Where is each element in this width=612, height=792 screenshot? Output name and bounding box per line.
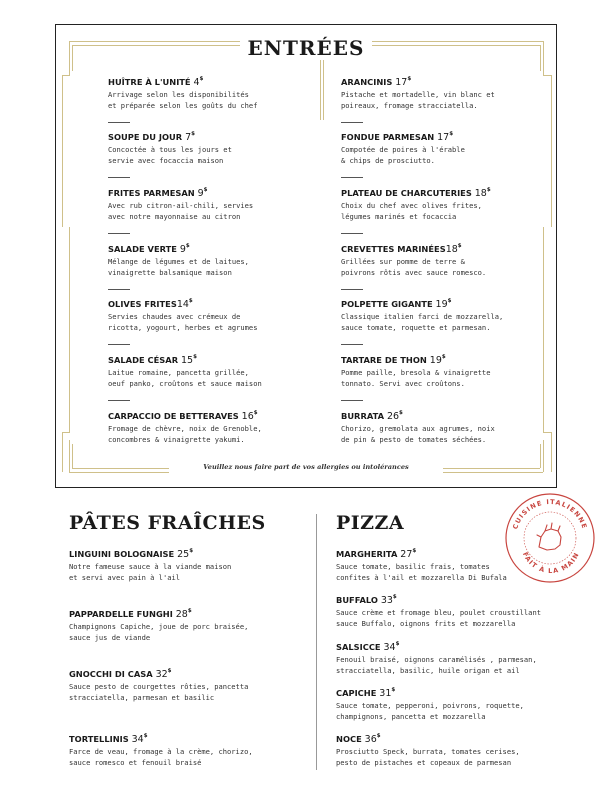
- item-divider: [341, 344, 363, 345]
- pizza-title: PIZZA: [336, 512, 405, 534]
- item-name: PAPPARDELLE FUNGHI: [69, 609, 173, 619]
- item-price: 34: [383, 642, 396, 653]
- item-description: Fromage de chèvre, noix de Grenoble, concombres & vinaigrette yakumi.: [108, 424, 262, 445]
- menu-item: SALADE VERTE 9$ Mélange de légumes et de laitues, vinaigrette balsamique maison: [108, 244, 249, 290]
- item-description: Concoctée à tous les jours et servie avec focaccia maison: [108, 145, 232, 166]
- item-name: FONDUE PARMESAN: [341, 132, 435, 142]
- item-description: Champignons Capiche, joue de porc braisée, sauce jus de viande: [69, 622, 249, 643]
- menu-item: CAPICHE 31$ Sauce tomate, pepperoni, poivrons, roquette, champignons, pancetta et mozzarella: [336, 687, 524, 722]
- menu-item: BURRATA 26$ Chorizo, gremolata aux agrumes, noix de pin & pesto de tomates séchées.: [341, 410, 495, 445]
- item-description: Choix du chef avec olives frites, légumes marinés et focaccia: [341, 201, 482, 222]
- item-price: 16: [241, 411, 254, 422]
- hand-icon: [537, 523, 561, 550]
- item-description: Sauce crème et fromage bleu, poulet croustillant sauce Buffalo, oignons frits et mozzarella: [336, 608, 541, 629]
- item-name: PLATEAU DE CHARCUTERIES: [341, 188, 472, 198]
- menu-item: BUFFALO 33$ Sauce crème et fromage bleu, poulet croustillant sauce Buffalo, oignons frits et mozzarella: [336, 594, 541, 629]
- item-price: 31: [379, 688, 392, 699]
- item-name: TARTARE DE THON: [341, 355, 427, 365]
- item-name: SOUPE DU JOUR: [108, 132, 183, 142]
- item-price: 18: [474, 188, 487, 199]
- item-price: 18: [445, 244, 458, 255]
- item-name: GNOCCHI DI CASA: [69, 669, 153, 679]
- item-description: Farce de veau, fromage à la crème, chorizo, sauce romesco et fenouil braisé: [69, 747, 253, 768]
- item-price: 14: [176, 299, 189, 310]
- item-name: ARANCINIS: [341, 77, 393, 87]
- item-description: Servies chaudes avec crémeux de ricotta, yogourt, herbes et agrumes: [108, 312, 258, 333]
- item-price: 9: [179, 244, 186, 255]
- item-name: BURRATA: [341, 411, 385, 421]
- item-divider: [341, 400, 363, 401]
- menu-item: SOUPE DU JOUR 7$ Concoctée à tous les jours et servie avec focaccia maison: [108, 132, 232, 178]
- item-name: HUÎTRE À L'UNITÉ: [108, 77, 191, 87]
- item-price: 7: [185, 132, 192, 143]
- item-description: Pomme paille, bresola & vinaigrette tonnato. Servi avec croûtons.: [341, 368, 491, 389]
- item-divider: [341, 177, 363, 178]
- item-divider: [108, 344, 130, 345]
- menu-item: CREVETTES MARINÉES18$ Grillées sur pomme de terre & poivrons rôtis avec sauce romesco.: [341, 244, 486, 290]
- item-price: 36: [364, 734, 377, 745]
- menu-item: SALSICCE 34$ Fenouil braisé, oignons caramélisés , parmesan, stracciatella, basilic, huile origan et ail: [336, 641, 537, 676]
- menu-item: GNOCCHI DI CASA 32$ Sauce pesto de courgettes rôties, pancetta stracciatella, parmesan et basilic: [69, 668, 249, 703]
- item-price: 17: [395, 77, 408, 88]
- item-price: 25: [177, 549, 190, 560]
- item-description: Chorizo, gremolata aux agrumes, noix de pin & pesto de tomates séchées.: [341, 424, 495, 445]
- stamp-top-text: CUISINE ITALIENNE: [511, 497, 589, 531]
- item-price: 9: [197, 188, 204, 199]
- item-price: 19: [435, 299, 448, 310]
- item-divider: [108, 122, 130, 123]
- item-description: Fenouil braisé, oignons caramélisés , parmesan, stracciatella, basilic, huile origan et ail: [336, 655, 537, 676]
- item-price: 17: [437, 132, 450, 143]
- item-divider: [108, 289, 130, 290]
- item-price: 28: [175, 609, 188, 620]
- item-price: 32: [155, 669, 168, 680]
- menu-item: FONDUE PARMESAN 17$ Compotée de poires à l'érable & chips de prosciutto.: [341, 132, 465, 178]
- item-name: TORTELLINIS: [69, 734, 129, 744]
- item-description: Mélange de légumes et de laitues, vinaigrette balsamique maison: [108, 257, 249, 278]
- item-price: 19: [429, 355, 442, 366]
- menu-item: HUÎTRE À L'UNITÉ 4$ Arrivage selon les disponibilités et préparée selon les goûts du chef: [108, 77, 257, 123]
- item-price: 4: [193, 77, 200, 88]
- item-name: SALADE VERTE: [108, 244, 177, 254]
- item-divider: [341, 122, 363, 123]
- item-description: Compotée de poires à l'érable & chips de prosciutto.: [341, 145, 465, 166]
- item-description: Arrivage selon les disponibilités et préparée selon les goûts du chef: [108, 90, 258, 111]
- item-price: 34: [131, 734, 144, 745]
- item-description: Prosciutto Speck, burrata, tomates cerises, pesto de pistaches et copeaux de parmesan: [336, 747, 520, 768]
- item-description: Pistache et mortadelle, vin blanc et poireaux, fromage stracciatella.: [341, 90, 495, 111]
- item-name: CAPICHE: [336, 688, 377, 698]
- stamp-bottom-text: FAIT À LA MAIN: [520, 550, 582, 576]
- item-name: OLIVES FRITES: [108, 299, 177, 309]
- item-price: 33: [380, 595, 393, 606]
- item-name: NOCE: [336, 734, 362, 744]
- menu-item: PLATEAU DE CHARCUTERIES 18$ Choix du chef avec olives frites, légumes marinés et focaccia: [341, 188, 491, 234]
- menu-item: TARTARE DE THON 19$ Pomme paille, bresola & vinaigrette tonnato. Servi avec croûtons.: [341, 355, 490, 401]
- pates-title: PÂTES FRAÎCHES: [69, 512, 266, 534]
- item-description: Avec rub citron-ail-chili, servies avec notre mayonnaise au citron: [108, 201, 254, 222]
- item-price: 26: [386, 411, 400, 422]
- menu-item: POLPETTE GIGANTE 19$ Classique italien farci de mozzarella, sauce tomate, roquette et parmesan.: [341, 299, 503, 345]
- entrees-title: ENTRÉES: [0, 36, 612, 60]
- item-divider: [108, 233, 130, 234]
- menu-item: NOCE 36$ Prosciutto Speck, burrata, tomates cerises, pesto de pistaches et copeaux de parmesan: [336, 733, 520, 768]
- item-divider: [108, 177, 130, 178]
- item-name: MARGHERITA: [336, 549, 398, 559]
- item-description: Sauce tomate, pepperoni, poivrons, roquette, champignons, pancetta et mozzarella: [336, 701, 524, 722]
- menu-item: CARPACCIO DE BETTERAVES 16$ Fromage de chèvre, noix de Grenoble, concombres & vinaigrette yakumi.: [108, 410, 262, 445]
- item-description: Sauce tomate, basilic frais, tomates confites à l'ail et mozzarella Di Bufala: [336, 562, 507, 583]
- menu-item: OLIVES FRITES14$ Servies chaudes avec crémeux de ricotta, yogourt, herbes et agrumes: [108, 299, 257, 345]
- item-description: Grillées sur pomme de terre & poivrons rôtis avec sauce romesco.: [341, 257, 487, 278]
- cuisine-italienne-stamp: [503, 491, 597, 585]
- item-name: SALSICCE: [336, 642, 381, 652]
- menu-item: SALADE CÉSAR 15$ Laitue romaine, pancetta grillée, oeuf panko, croûtons et sauce maison: [108, 355, 262, 401]
- item-divider: [108, 400, 130, 401]
- column-divider: [316, 514, 317, 770]
- item-description: Laitue romaine, pancetta grillée, oeuf panko, croûtons et sauce maison: [108, 368, 262, 389]
- item-price: 27: [400, 549, 413, 560]
- item-description: Classique italien farci de mozzarella, sauce tomate, roquette et parmesan.: [341, 312, 504, 333]
- item-description: Notre fameuse sauce à la viande maison et servi avec pain à l'ail: [69, 562, 232, 583]
- menu-item: TORTELLINIS 34$ Farce de veau, fromage à la crème, chorizo, sauce romesco et fenouil braisé: [69, 733, 253, 768]
- item-name: BUFFALO: [336, 595, 378, 605]
- item-price: 15: [180, 355, 194, 366]
- item-name: POLPETTE GIGANTE: [341, 299, 433, 309]
- menu-item: PAPPARDELLE FUNGHI 28$ Champignons Capiche, joue de porc braisée, sauce jus de viande: [69, 608, 249, 643]
- allergy-note: Veuillez nous faire part de vos allergies ou intolérances: [203, 463, 409, 471]
- item-name: CREVETTES MARINÉES: [341, 244, 446, 254]
- menu-item: ARANCINIS 17$ Pistache et mortadelle, vin blanc et poireaux, fromage stracciatella.: [341, 77, 495, 123]
- item-divider: [341, 233, 363, 234]
- menu-item: LINGUINI BOLOGNAISE 25$ Notre fameuse sauce à la viande maison et servi avec pain à l'ail: [69, 548, 232, 583]
- menu-item: FRITES PARMESAN 9$ Avec rub citron-ail-chili, servies avec notre mayonnaise au citron: [108, 188, 253, 234]
- item-name: LINGUINI BOLOGNAISE: [69, 549, 175, 559]
- item-name: FRITES PARMESAN: [108, 188, 195, 198]
- menu-item: MARGHERITA 27$ Sauce tomate, basilic frais, tomates confites à l'ail et mozzarella Di Bufala: [336, 548, 507, 583]
- item-description: Sauce pesto de courgettes rôties, pancetta stracciatella, parmesan et basilic: [69, 682, 249, 703]
- item-divider: [341, 289, 363, 290]
- item-name: CARPACCIO DE BETTERAVES: [108, 411, 239, 421]
- item-name: SALADE CÉSAR: [108, 355, 179, 365]
